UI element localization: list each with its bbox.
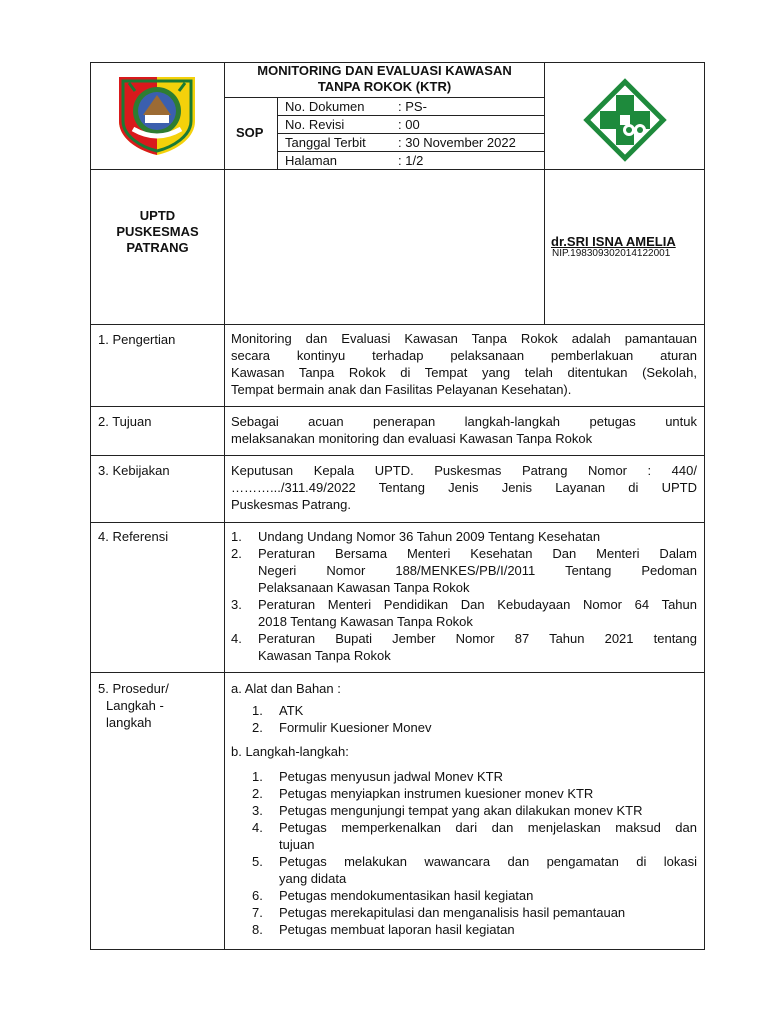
kebijakan-line: Puskesmas Patrang. (231, 497, 351, 512)
divider-row1 (90, 406, 705, 407)
heading-langkah: b. Langkah-langkah: (231, 744, 349, 759)
pengertian-line: Tempat bermain anak dan Fasilitas Pelayanan Kesehatan). (231, 382, 572, 397)
meta-label-revisi: No. Revisi (285, 117, 345, 132)
langkah-line: Petugas membuat laporan hasil kegiatan (279, 922, 515, 937)
referensi-line: Peraturan Menteri Pendidikan Dan Kebudayaan Nomor 64 Tahun (258, 597, 697, 612)
alat-item (252, 719, 697, 736)
divider-title (224, 97, 544, 98)
divider-sign (90, 324, 705, 325)
referensi-line: Peraturan Bupati Jember Nomor 87 Tahun 2021 tentang (258, 631, 697, 646)
prosedur-label-line: langkah (106, 715, 152, 730)
signer-name: dr.SRI ISNA AMELIA (551, 234, 676, 249)
item-number: 1. (252, 769, 263, 784)
meta-value-dokumen: : PS- (398, 99, 427, 114)
referensi-line: Undang Undang Nomor 36 Tahun 2009 Tentang Kesehatan (258, 529, 601, 544)
referensi-item (231, 630, 697, 664)
langkah-item (252, 887, 697, 904)
langkah-line: tujuan (279, 837, 315, 852)
border-right (704, 62, 705, 950)
langkah-line: Petugas mendokumentasikan hasil kegiatan (279, 888, 534, 903)
org-line-2: PUSKESMAS (116, 224, 199, 239)
item-number: 3. (252, 803, 263, 818)
item-number: 2. (231, 546, 242, 561)
meta-label-tanggal: Tanggal Terbit (285, 135, 366, 150)
langkah-item (252, 785, 697, 802)
prosedur-label-line: Langkah - (106, 698, 164, 713)
title-line-2: TANPA ROKOK (KTR) (317, 79, 452, 94)
label-tujuan: 2. Tujuan (98, 414, 152, 429)
list-alat-bahan (252, 702, 697, 736)
langkah-line: yang didata (279, 871, 347, 886)
org-line-3: PATRANG (126, 240, 189, 255)
referensi-item (231, 528, 697, 545)
label-referensi: 4. Referensi (98, 529, 169, 544)
langkah-line: Petugas memperkenalkan dari dan menjelaskan maksud dan (279, 820, 697, 835)
item-number: 8. (252, 922, 263, 937)
referensi-line: Pelaksanaan Kawasan Tanpa Rokok (258, 580, 470, 595)
divider-row2 (90, 455, 705, 456)
tujuan-line: melaksanakan monitoring dan evaluasi Kawasan Tanpa Rokok (231, 431, 593, 446)
jember-regency-logo (113, 71, 201, 159)
item-number: 4. (231, 631, 242, 646)
tujuan-line: Sebagai acuan penerapan langkah-langkah petugas untuk (231, 414, 697, 429)
document-title (225, 63, 544, 95)
meta-value-tanggal: : 30 November 2022 (398, 135, 516, 150)
divider-col3 (544, 62, 545, 324)
text-pengertian (231, 330, 697, 398)
pengertian-line: Monitoring dan Evaluasi Kawasan Tanpa Rokok adalah pamantauan (231, 331, 697, 346)
org-line-1: UPTD (139, 208, 176, 223)
item-number: 3. (231, 597, 242, 612)
item-number: 4. (252, 820, 263, 835)
kebijakan-line: Keputusan Kepala UPTD. Puskesmas Patrang Nomor : 440/ (231, 463, 697, 478)
list-langkah (252, 768, 697, 938)
alat-text: ATK (279, 703, 304, 718)
langkah-item (252, 921, 697, 938)
meta-label-halaman: Halaman (285, 153, 338, 168)
divider-col1 (224, 62, 225, 950)
langkah-line: Petugas menyusun jadwal Monev KTR (279, 769, 504, 784)
divider-row3 (90, 522, 705, 523)
referensi-item (231, 596, 697, 630)
label-kebijakan: 3. Kebijakan (98, 463, 170, 478)
referensi-line: Negeri Nomor 188/MENKES/PB/I/2011 Tentang Pedoman (258, 563, 697, 578)
title-line-1: MONITORING DAN EVALUASI KAWASAN (257, 63, 512, 78)
langkah-line: Petugas mengunjungi tempat yang akan dilakukan monev KTR (279, 803, 643, 818)
prosedur-label-line: 5. Prosedur/ (98, 681, 169, 696)
pengertian-line: secara kontinyu terhadap pelaksanaan pemberlakuan aturan (231, 348, 697, 363)
puskesmas-logo (580, 75, 670, 165)
alat-item (252, 702, 697, 719)
referensi-line: 2018 Tentang Kawasan Tanpa Rokok (258, 614, 473, 629)
referensi-line: Peraturan Bersama Menteri Kesehatan Dan Menteri Dalam (258, 546, 697, 561)
langkah-item (252, 768, 697, 785)
border-bottom (90, 949, 705, 950)
divider-header (90, 169, 705, 170)
langkah-line: Petugas menyiapkan instrumen kuesioner monev KTR (279, 786, 594, 801)
langkah-item (252, 904, 697, 921)
item-number: 2. (252, 720, 263, 735)
referensi-line: Kawasan Tanpa Rokok (258, 648, 391, 663)
list-referensi (231, 528, 697, 664)
meta-label-dokumen: No. Dokumen (285, 99, 365, 114)
langkah-line: Petugas melakukan wawancara dan pengamatan di lokasi (279, 854, 697, 869)
pengertian-line: Kawasan Tanpa Rokok di Tempat yang telah ditentukan (Sekolah, (231, 365, 697, 380)
label-prosedur (98, 680, 169, 731)
langkah-item (252, 802, 697, 819)
langkah-line: Petugas merekapitulasi dan menganalisis hasil pemantauan (279, 905, 626, 920)
alat-text: Formulir Kuesioner Monev (279, 720, 432, 735)
meta-value-halaman: : 1/2 (398, 153, 424, 168)
item-number: 1. (231, 529, 242, 544)
item-number: 7. (252, 905, 263, 920)
item-number: 6. (252, 888, 263, 903)
langkah-item (252, 853, 697, 887)
heading-alat-bahan: a. Alat dan Bahan : (231, 681, 341, 696)
divider-row4 (90, 672, 705, 673)
signer-nip: NIP.198309302014122001 (552, 248, 671, 259)
kebijakan-line: ……….../311.49/2022 Tentang Jenis Jenis Layanan di UPTD (231, 480, 697, 495)
text-kebijakan (231, 462, 697, 513)
meta-value-revisi: : 00 (398, 117, 420, 132)
text-tujuan (231, 413, 697, 447)
item-number: 5. (252, 854, 263, 869)
sop-document (90, 62, 705, 950)
item-number: 1. (252, 703, 263, 718)
sop-label: SOP (236, 125, 264, 140)
langkah-item (252, 819, 697, 853)
organization-name (91, 208, 224, 256)
border-left (90, 62, 91, 950)
referensi-item (231, 545, 697, 596)
label-pengertian: 1. Pengertian (98, 332, 176, 347)
item-number: 2. (252, 786, 263, 801)
